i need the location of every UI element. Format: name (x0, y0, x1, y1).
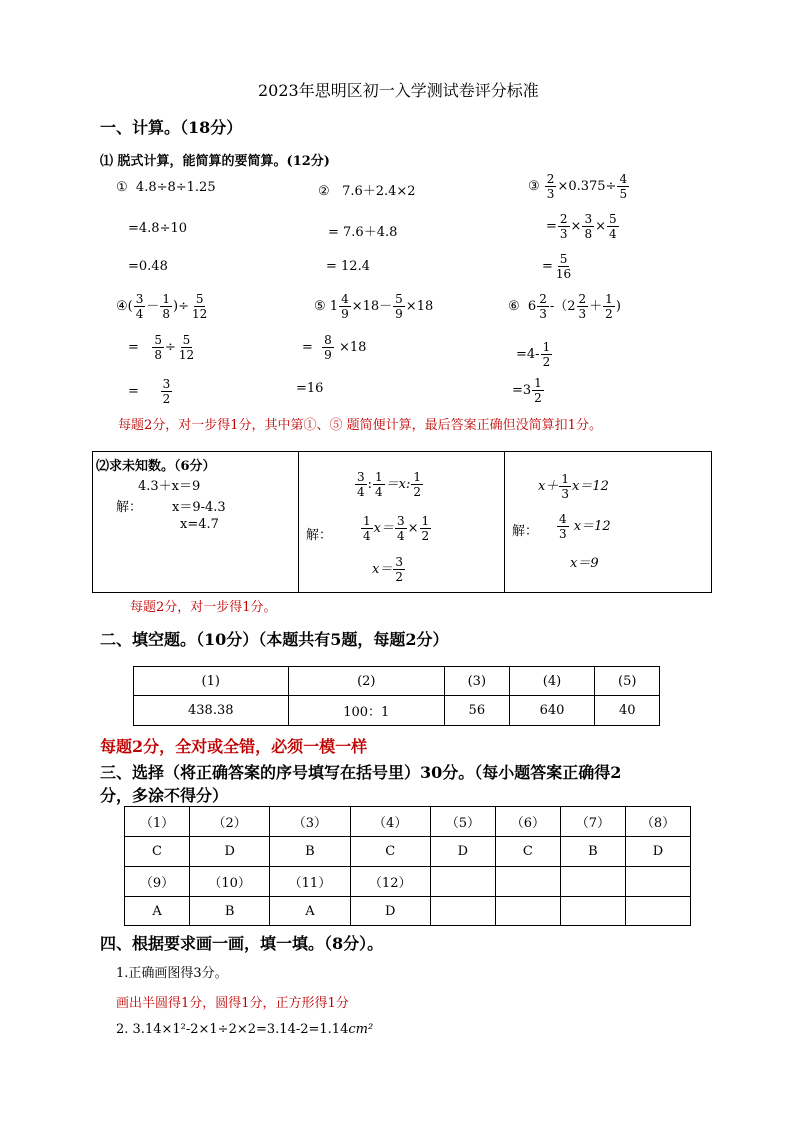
eq-c-solve-label: 解： (512, 524, 539, 539)
section-4-heading: 四、根据要求画一画，填一填。（8分）。 (100, 934, 384, 953)
choice-answer-5: D (430, 837, 495, 867)
q3-line3: = $\frac{5}{16}$ (542, 252, 572, 281)
fill-in-question-number-5: (5) (595, 667, 660, 696)
fill-in-question-number-4: (4) (509, 667, 595, 696)
part-1-text: 脱式计算，能简算的要简算。(12分) (117, 154, 330, 169)
choice-question-number-7: （7） (560, 807, 625, 837)
choice-question-number-row-2-2: （10） (190, 867, 270, 897)
choice-answer-row-2-8 (625, 897, 690, 926)
eq-c-result: x＝9 (570, 556, 599, 571)
q6-line1: ⑥ 6 $\frac{2}{3}$ -（2 $\frac{2}{3}$ ＋ $\frac{1}{2}$ ) (508, 292, 621, 321)
q4-line3: = $\frac{3}{2}$ (128, 377, 171, 406)
q4-line1: ④( $\frac{3}{4}$ － $\frac{1}{8}$ )÷ $\frac{5}{12}$ (116, 292, 208, 321)
q5-line2: = $\frac{8}{9}$ ×18 (302, 333, 367, 362)
section-2-heading: 二、填空题。（10分）（本题共有5题，每题2分） (100, 630, 449, 649)
choice-answer-row-2-1: A (125, 897, 190, 926)
choice-question-number-row-2-6 (495, 867, 560, 897)
q2-expression: 7.6＋2.4×2 (342, 184, 416, 199)
choice-answer-6: C (495, 837, 560, 867)
choice-answer-row-2-2: B (190, 897, 270, 926)
section-3-heading-line-2: 分，多涂不得分） (100, 786, 229, 805)
part-2-scoring-note: 每题2分，对一步得1分。 (130, 600, 277, 615)
choice-question-number-row-2-5 (430, 867, 495, 897)
eq-a-problem: 4.3＋x＝9 (138, 479, 201, 494)
choice-question-number-4: （4） (350, 807, 430, 837)
part-1-label: ⑴ (100, 154, 114, 169)
section-2-scoring-note: 每题2分，全对或全错，必须一模一样 (100, 737, 368, 756)
section-4-line-2: 画出半圆得1分，圆得1分，正方形得1分 (116, 996, 349, 1011)
q4-line2: = $\frac{5}{8}$ ÷ $\frac{5}{12}$ (128, 333, 195, 362)
fill-in-answer-1: 438.38 (134, 696, 289, 726)
choice-question-number-row-2-8 (625, 867, 690, 897)
choice-question-number-2: （2） (190, 807, 270, 837)
choice-question-number-row-2-4: （12） (350, 867, 430, 897)
fill-in-answer-5: 40 (595, 696, 660, 726)
eq-a-step-2: x=4.7 (180, 517, 219, 532)
choice-question-number-row-2-7 (560, 867, 625, 897)
fill-in-question-number-3: (3) (445, 667, 510, 696)
choice-answer-row-2-4: D (350, 897, 430, 926)
section-4-line-3 (116, 1022, 373, 1037)
q2-line2: = 7.6＋4.8 (328, 225, 398, 240)
q1-line3: =0.48 (128, 259, 168, 274)
q2-line1 (318, 180, 416, 199)
q1-line2: =4.8÷10 (128, 221, 188, 236)
q1-number: ① (116, 180, 128, 195)
q2-line3: = 12.4 (326, 259, 370, 274)
choice-answer-1: C (125, 837, 190, 867)
eq-a-solve-label: 解： (116, 500, 143, 515)
eq-b-solve-label: 解： (306, 528, 333, 543)
choice-answer-8: D (625, 837, 690, 867)
choice-question-number-3: （3） (270, 807, 350, 837)
part-2-heading: ⑵求未知数。（6分） (96, 459, 216, 474)
part-1-scoring-note: 每题2分，对一步得1分，其中第①、⑤ 题简便计算，最后答案正确但没简算扣1分。 (118, 418, 602, 433)
fill-in-answer-2: 100：1 (288, 696, 445, 726)
fill-in-answer-3: 56 (445, 696, 510, 726)
q2-number: ② (318, 184, 330, 199)
q6-line2: =4- $\frac{1}{2}$ (516, 340, 551, 369)
choice-answer-row-2-5 (430, 897, 495, 926)
page-title: 2023年思明区初一入学测试卷评分标准 (258, 81, 539, 100)
choice-question-number-8: （8） (625, 807, 690, 837)
choice-answer-2: D (190, 837, 270, 867)
choice-question-number-6: （6） (495, 807, 560, 837)
eq-b-step-1: $\frac{1}{4}$ x＝ $\frac{3}{4}$ × $\frac{1}{2}$ (363, 514, 430, 543)
fill-in-question-number-2: (2) (288, 667, 445, 696)
eq-a-step-1: x＝9-4.3 (172, 500, 226, 515)
q3-line2: = $\frac{2}{3}$ × $\frac{3}{8}$ × $\frac{5}{4}$ (546, 212, 617, 241)
choice-answer-table (124, 806, 691, 926)
q3-fraction-2: $\frac{4}{5}$ (619, 172, 628, 201)
part-1-heading (100, 150, 330, 169)
section-4-line-1: 1.正确画图得3分。 (116, 966, 228, 981)
eq-c-problem: x＋ $\frac{1}{3}$ x＝12 (538, 472, 609, 501)
fill-in-answer-4: 640 (509, 696, 595, 726)
section-1-heading: 一、计算。（18分） (100, 118, 243, 137)
q6-line3: =3 $\frac{1}{2}$ (512, 376, 542, 405)
choice-answer-4: C (350, 837, 430, 867)
eq-b-result: x＝ $\frac{3}{2}$ (372, 555, 403, 584)
choice-question-number-row-2-1: （9） (125, 867, 190, 897)
choice-answer-row-2-3: A (270, 897, 350, 926)
area-unit: cm² (348, 1022, 374, 1037)
q3-number: ③ (528, 179, 540, 194)
q5-line3: =16 (296, 381, 324, 396)
choice-question-number-1: （1） (125, 807, 190, 837)
q5-line1: ⑤ 1 $\frac{4}{9}$ ×18－ $\frac{5}{9}$ ×18 (314, 292, 434, 321)
eq-c-step-1: $\frac{4}{3}$ x＝12 (559, 512, 611, 541)
choice-answer-row-2-6 (495, 897, 560, 926)
choice-answer-7: B (560, 837, 625, 867)
section-3-heading-line-1: 三、选择（将正确答案的序号填写在括号里）30分。（每小题答案正确得2 (100, 763, 622, 782)
q1-line1 (116, 180, 216, 195)
choice-answer-3: B (270, 837, 350, 867)
q3-line1: ③ $\frac{2}{3}$ ×0.375÷ $\frac{4}{5}$ (528, 172, 628, 201)
choice-question-number-row-2-3: （11） (270, 867, 350, 897)
area-calculation: 2. 3.14×1²-2×1÷2×2=3.14-2=1.14 (116, 1022, 349, 1037)
fill-in-answer-table (133, 666, 660, 726)
q3-fraction-1: $\frac{2}{3}$ (546, 172, 555, 201)
choice-answer-row-2-7 (560, 897, 625, 926)
choice-question-number-5: （5） (430, 807, 495, 837)
q1-expression: 4.8÷8÷1.25 (135, 180, 216, 195)
eq-b-problem: $\frac{3}{4}$ : $\frac{1}{4}$ ＝x: $\frac{1}{2}$ (357, 470, 422, 499)
fill-in-question-number-1: (1) (134, 667, 289, 696)
